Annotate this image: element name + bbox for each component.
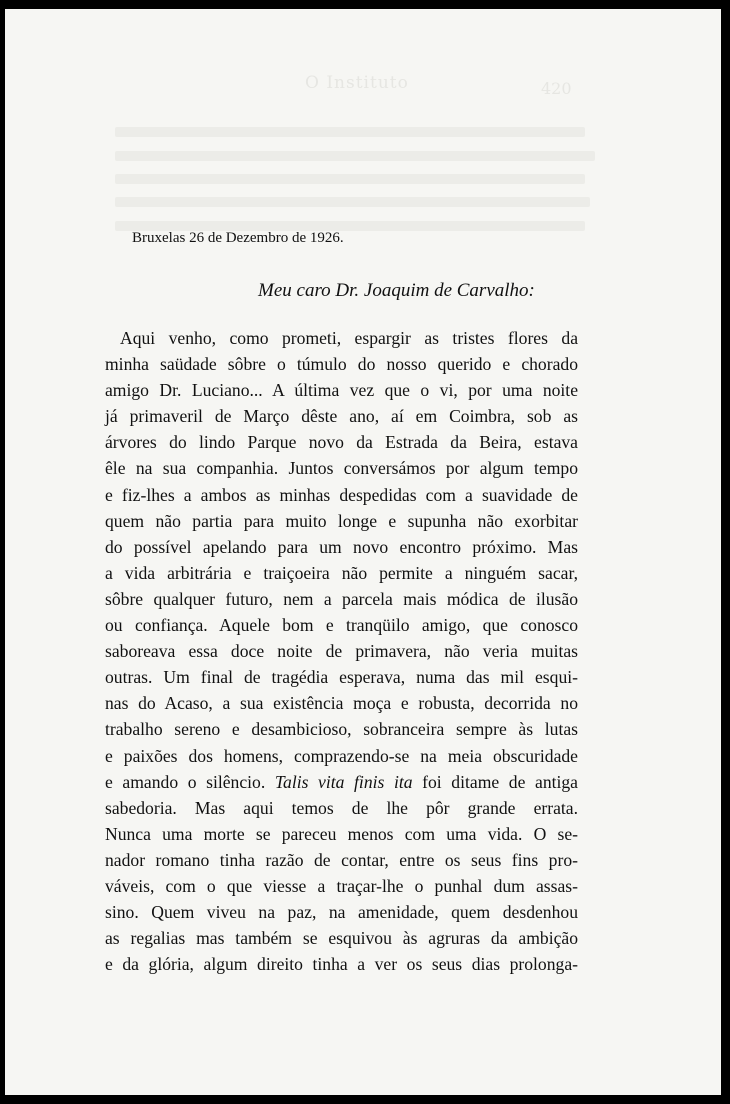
body-line: a vida arbitrária e traiçoeira não permite a ninguém sacar, — [105, 562, 578, 583]
letter-salutation: Meu caro Dr. Joaquim de Carvalho: — [258, 280, 535, 301]
body-line: êle na sua companhia. Juntos conversámos por algum tempo — [105, 458, 578, 479]
body-line: váveis, com o que viesse a traçar-lhe o punhal dum assas- — [105, 875, 578, 896]
latin-quote: Talis vita finis ita — [274, 771, 413, 792]
body-line: sino. Quem viveu na paz, na amenidade, quem desdenhou — [105, 902, 578, 923]
body-line: árvores do lindo Parque novo da Estrada da Beira, estava — [105, 432, 578, 453]
bleed-through-page-number: 420 — [541, 79, 572, 98]
body-line: as regalias mas também se esquivou às agruras da ambição — [105, 928, 578, 949]
body-line-latin-quote — [105, 769, 578, 795]
bleed-through-line — [115, 127, 585, 137]
bleed-through-line — [115, 197, 590, 207]
letter-body — [105, 325, 578, 977]
body-line: sabedoria. Mas aqui temos de lhe pôr grande errata. — [105, 797, 578, 818]
body-line: trabalho sereno e desambicioso, sobranceira sempre às lutas — [105, 719, 578, 740]
body-line: do possível apelando para um novo encontro próximo. Mas — [105, 536, 578, 557]
bleed-through-line — [115, 174, 585, 184]
body-line: quem não partia para muito longe e supunha não exorbitar — [105, 510, 578, 531]
body-line: sôbre qualquer futuro, nem a parcela mais módica de ilusão — [105, 588, 578, 609]
body-line: amigo Dr. Luciano... A última vez que o vi, por uma noite — [105, 380, 578, 401]
body-line: e paixões dos homens, comprazendo-se na meia obscuridade — [105, 745, 578, 766]
body-line: outras. Um final de tragédia esperava, numa das mil esqui- — [105, 667, 578, 688]
body-line: Aqui venho, como prometi, espargir as tristes flores da — [120, 328, 578, 348]
line-text-before-quote: e amando o silêncio. — [105, 771, 275, 792]
body-line: minha saüdade sôbre o túmulo do nosso querido e chorado — [105, 354, 578, 375]
body-line: ou confiança. Aquele bom e tranqüilo amigo, que conosco — [105, 615, 578, 636]
body-line: saboreava essa doce noite de primavera, não veria muitas — [105, 641, 578, 662]
body-line: Nunca uma morte se pareceu menos com uma vida. O se- — [105, 823, 578, 844]
body-line: e da glória, algum direito tinha a ver os seus dias prolonga- — [105, 954, 578, 975]
body-line: e fiz-lhes a ambos as minhas despedidas com a suavidade de — [105, 484, 578, 505]
letter-dateline: Bruxelas 26 de Dezembro de 1926. — [132, 230, 344, 246]
body-line: já primaveril de Março dêste ano, aí em Coimbra, sob as — [105, 406, 578, 427]
body-line: nador romano tinha razão de contar, entre os seus fins pro- — [105, 849, 578, 870]
line-text-after-quote: foi ditame de antiga — [412, 771, 578, 792]
bleed-through-header: O Instituto — [305, 73, 409, 93]
body-line: nas do Acaso, a sua existência moça e robusta, decorrida no — [105, 693, 578, 714]
bleed-through-line — [115, 151, 595, 161]
